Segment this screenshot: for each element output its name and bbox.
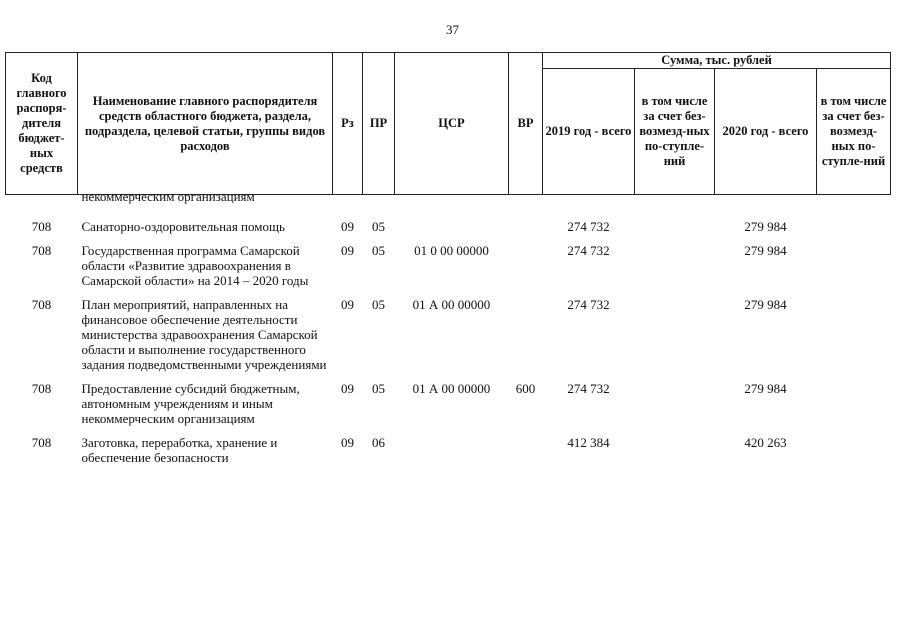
header-vr: ВР — [509, 53, 543, 195]
row-code: 708 — [31, 297, 52, 312]
row-vr — [509, 210, 543, 234]
row-pr: 05 — [372, 297, 385, 312]
table-row — [6, 426, 891, 465]
row-name: Предоставление субсидий бюджетным, автономным учреждениям и иным некоммерческим организациям — [81, 381, 300, 426]
table-row — [6, 372, 891, 426]
row-sum-2020: 279 984 — [744, 219, 787, 234]
page-number: 37 — [446, 22, 459, 37]
header-2020-free: в том числе за счет без-возмезд-ных по-ступле-ний — [817, 69, 891, 195]
row-rz: 09 — [341, 219, 354, 234]
table-row — [6, 234, 891, 288]
row-csr: 01 0 00 00000 — [414, 243, 489, 258]
row-code: 708 — [31, 435, 52, 450]
header-name: Наименование главного распорядителя средств областного бюджета, раздела, подраздела, целевой статьи, группы видов расходов — [78, 53, 333, 195]
row-csr — [395, 426, 509, 465]
row-sum-2019-free — [635, 234, 715, 288]
row-csr: 01 А 00 00000 — [412, 297, 491, 312]
continuation-text: некоммерческим организациям — [81, 189, 255, 204]
header-csr: ЦСР — [395, 53, 509, 195]
row-sum-2019-free — [635, 426, 715, 465]
row-sum-2020: 279 984 — [744, 243, 787, 258]
row-rz: 09 — [341, 297, 354, 312]
table-row — [6, 288, 891, 372]
row-name: Государственная программа Самарской области «Развитие здравоохранения в Самарской области» на 2014 – 2020 годы — [81, 243, 309, 288]
row-sum-2020-free — [817, 210, 891, 234]
row-sum-2020-free — [817, 288, 891, 372]
row-sum-2020-free — [817, 426, 891, 465]
header-code: Код главного распоря-дителя бюджет-ных средств — [6, 53, 78, 195]
row-name: Заготовка, переработка, хранение и обеспечение безопасности — [81, 435, 278, 465]
row-pr: 05 — [372, 381, 385, 396]
row-pr: 05 — [372, 219, 385, 234]
row-sum-2019: 274 732 — [567, 381, 610, 396]
row-sum-2019: 412 384 — [567, 435, 610, 450]
row-vr: 600 — [515, 381, 536, 396]
row-sum-2019: 274 732 — [567, 219, 610, 234]
table-row — [6, 210, 891, 234]
row-sum-2019-free — [635, 288, 715, 372]
row-rz: 09 — [341, 243, 354, 258]
row-vr — [509, 234, 543, 288]
row-vr — [509, 288, 543, 372]
header-pr: ПР — [363, 53, 395, 195]
row-code: 708 — [31, 219, 52, 234]
row-sum-2019-free — [635, 372, 715, 426]
row-rz: 09 — [341, 435, 354, 450]
row-sum-2019-free — [635, 210, 715, 234]
row-sum-2020: 279 984 — [744, 297, 787, 312]
header-2019-total: 2019 год - всего — [543, 69, 635, 195]
header-2020-total: 2020 год - всего — [715, 69, 817, 195]
row-csr — [395, 210, 509, 234]
row-pr: 05 — [372, 243, 385, 258]
row-sum-2020-free — [817, 372, 891, 426]
row-rz: 09 — [341, 381, 354, 396]
row-vr — [509, 426, 543, 465]
row-sum-2019: 274 732 — [567, 243, 610, 258]
header-rz: Рз — [333, 53, 363, 195]
header-sum-group: Сумма, тыс. рублей — [543, 53, 891, 69]
table-header — [6, 53, 891, 195]
row-code: 708 — [31, 381, 52, 396]
table-body — [6, 189, 891, 466]
row-sum-2019: 274 732 — [567, 297, 610, 312]
row-csr: 01 А 00 00000 — [412, 381, 491, 396]
row-sum-2020-free — [817, 234, 891, 288]
row-code: 708 — [31, 243, 52, 258]
header-2019-free: в том числе за счет без-возмезд-ных по-ступле-ний — [635, 69, 715, 195]
continuation-row — [6, 195, 891, 211]
row-name: План мероприятий, направленных на финансовое обеспечение деятельности министерства здравоохранения Самарской области и выполнение государственного задания подведомственными учреждениями — [81, 297, 327, 372]
row-name: Санаторно-оздоровительная помощь — [81, 219, 285, 234]
budget-table — [5, 52, 891, 465]
row-sum-2020: 279 984 — [744, 381, 787, 396]
row-pr: 06 — [372, 435, 385, 450]
row-sum-2020: 420 263 — [744, 435, 787, 450]
